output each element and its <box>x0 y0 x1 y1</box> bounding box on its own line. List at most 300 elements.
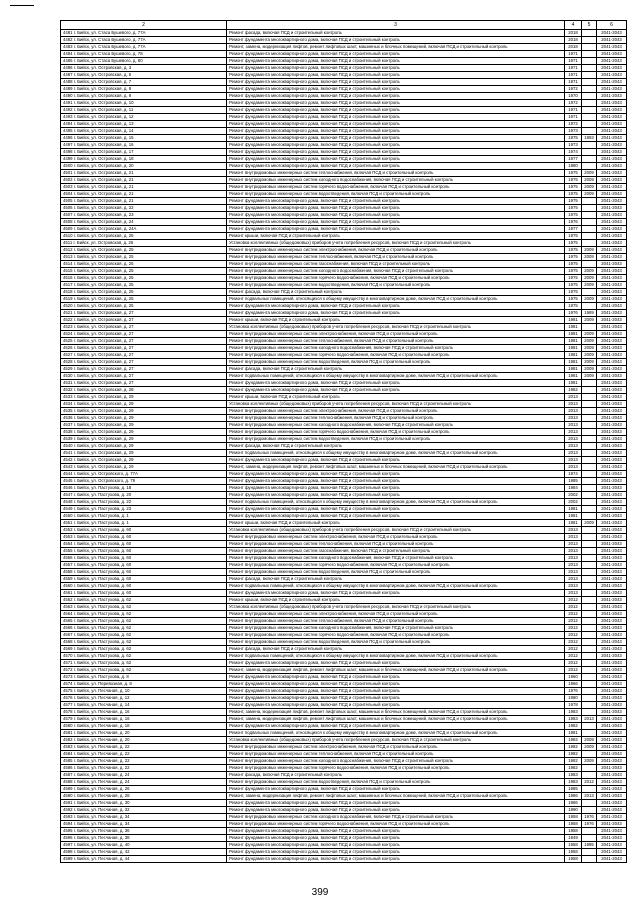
build-year-cell: 2018 <box>565 30 582 37</box>
last-repair-year-cell <box>582 156 597 163</box>
build-year-cell: 2013 <box>565 534 582 541</box>
work-type-cell: Ремонт фундамента многоквартирного дома, включая ПСД и строительный контроль <box>227 107 565 114</box>
row-number: 4532 <box>63 387 73 392</box>
row-number: 4489 <box>63 86 73 91</box>
address-text: г. Бийск, ул. Песчаная, д. 22 <box>73 744 130 749</box>
row-number: 4565 <box>63 618 73 623</box>
planned-period-cell: 2041-2043 <box>597 569 627 576</box>
address-text: г. Бийск, ул. Островская, д. 10 <box>73 100 134 105</box>
row-number: 4582 <box>63 737 73 742</box>
address-text: г. Бийск, ул. Островская, д. 25 <box>73 254 134 259</box>
last-repair-year-cell: 2009 <box>582 317 597 324</box>
address-text: г. Бийск, ул. Островская, д. 29 <box>73 443 134 448</box>
table-row <box>61 121 627 128</box>
last-repair-year-cell <box>582 646 597 653</box>
build-year-cell: 2018 <box>565 37 582 44</box>
planned-period-cell: 2041-2043 <box>597 520 627 527</box>
planned-period-cell: 2041-2043 <box>597 793 627 800</box>
build-year-cell: 1975 <box>565 177 582 184</box>
last-repair-year-cell: 2009 <box>582 737 597 744</box>
work-type-cell: Ремонт внутридомовых инженерных систем холодного водоснабжения, включая ПСД и строительный контроль <box>227 422 565 429</box>
work-type-cell: Установка коллективных (общедомовых) приборов учета потребления ресурсов, включая ПСД и строительный контроль <box>227 737 565 744</box>
build-year-cell: 1981 <box>565 366 582 373</box>
address-text: г. Бийск, ул. Стаса Бушевого, д. 80 <box>73 58 143 63</box>
address-text: г. Бийск, ул. Островская, д. 21 <box>73 170 134 175</box>
address-text: г. Бийск, ул. Песчаная, д. 14 <box>73 702 130 707</box>
build-year-cell: 2012 <box>565 625 582 632</box>
table-row <box>61 436 627 443</box>
address-cell <box>61 282 227 289</box>
address-cell <box>61 828 227 835</box>
table-row <box>61 772 627 779</box>
work-type-cell: Ремонт фундамента многоквартирного дома, включая ПСД и строительный контроль <box>227 471 565 478</box>
address-text: г. Бийск, ул. Островская, д. 27 <box>73 310 134 315</box>
row-number: 4553 <box>63 534 73 539</box>
address-cell <box>61 765 227 772</box>
row-number: 4495 <box>63 128 73 133</box>
address-text: г. Бийск, ул. Песчаная, д. 34 <box>73 821 130 826</box>
table-row <box>61 646 627 653</box>
address-text: г. Бийск, ул. Пастухова, д. 22 <box>73 499 132 504</box>
build-year-cell: 2012 <box>565 660 582 667</box>
address-cell <box>61 737 227 744</box>
address-cell <box>61 688 227 695</box>
address-text: г. Бийск, ул. Островская, д. 21 <box>73 191 134 196</box>
build-year-cell: 1971 <box>565 79 582 86</box>
table-row <box>61 65 627 72</box>
row-number: 4544 <box>63 471 73 476</box>
last-repair-year-cell: 2009 <box>582 191 597 198</box>
address-text: г. Бийск, ул. Песчаная, д. 22 <box>73 765 130 770</box>
row-number: 4481 <box>63 30 73 35</box>
build-year-cell: 1981 <box>565 324 582 331</box>
row-number: 4505 <box>63 198 73 203</box>
planned-period-cell: 2041-2043 <box>597 44 627 51</box>
last-repair-year-cell: 2009 <box>582 177 597 184</box>
table-row <box>61 450 627 457</box>
row-number: 4554 <box>63 541 73 546</box>
build-year-cell: 1975 <box>565 303 582 310</box>
planned-period-cell: 2041-2043 <box>597 716 627 723</box>
work-type-cell: Ремонт внутридомовых инженерных систем холодного водоснабжения, включая ПСД и строительный контроль <box>227 177 565 184</box>
page-number: 399 <box>311 887 329 898</box>
build-year-cell: 1971 <box>565 72 582 79</box>
address-text: г. Бийск, ул. Песчаная, д. 20 <box>73 737 130 742</box>
table-row <box>61 352 627 359</box>
work-type-cell: Ремонт, замена, модернизация лифтов, ремонт лифтовых шахт, машинных и блочных помещений, включая ПСД и строительный контроль <box>227 793 565 800</box>
row-number: 4594 <box>63 821 73 826</box>
row-number: 4534 <box>63 401 73 406</box>
build-year-cell: 1966 <box>565 681 582 688</box>
build-year-cell: 1975 <box>565 289 582 296</box>
last-repair-year-cell: 2013 <box>582 793 597 800</box>
address-text: г. Бийск, ул. Пастухова, д. 60 <box>73 590 132 595</box>
address-text: г. Бийск, ул. Песчаная, д. 18 <box>73 723 130 728</box>
table-row <box>61 625 627 632</box>
planned-period-cell: 2041-2043 <box>597 835 627 842</box>
build-year-cell: 1980 <box>565 695 582 702</box>
work-type-cell: Ремонт фундамента многоквартирного дома, включая ПСД и строительный контроль <box>227 849 565 856</box>
last-repair-year-cell: 1976 <box>582 814 597 821</box>
address-cell <box>61 611 227 618</box>
work-type-cell: Ремонт внутридомовых инженерных систем холодного водоснабжения, включая ПСД и строительный контроль <box>227 268 565 275</box>
row-number: 4597 <box>63 842 73 847</box>
address-cell <box>61 79 227 86</box>
row-number: 4503 <box>63 184 73 189</box>
table-row <box>61 555 627 562</box>
table-row <box>61 856 627 863</box>
build-year-cell: 1976 <box>565 310 582 317</box>
work-type-cell: Ремонт фасада, включая ПСД и строительный контроль <box>227 289 565 296</box>
last-repair-year-cell <box>582 548 597 555</box>
row-number: 4579 <box>63 716 73 721</box>
last-repair-year-cell <box>582 37 597 44</box>
planned-period-cell: 2041-2043 <box>597 611 627 618</box>
planned-period-cell: 2041-2043 <box>597 401 627 408</box>
planned-period-cell: 2041-2043 <box>597 233 627 240</box>
table-row <box>61 240 627 247</box>
table-row <box>61 457 627 464</box>
last-repair-year-cell <box>582 219 597 226</box>
planned-period-cell: 2041-2043 <box>597 121 627 128</box>
table-row <box>61 373 627 380</box>
last-repair-year-cell <box>582 772 597 779</box>
document-page <box>60 20 626 863</box>
row-number: 4562 <box>63 597 73 602</box>
address-cell <box>61 163 227 170</box>
last-repair-year-cell <box>582 513 597 520</box>
address-text: г. Бийск, ул. Островская, д. 7 <box>73 79 132 84</box>
table-row <box>61 30 627 37</box>
work-type-cell: Ремонт фундамента многоквартирного дома, включая ПСД и строительный контроль <box>227 828 565 835</box>
address-text: г. Бийск, ул. Перевозная, д. 8 <box>73 681 132 686</box>
row-number: 4525 <box>63 338 73 343</box>
row-number: 4511 <box>63 240 73 245</box>
address-text: г. Бийск, ул. Островская, д. 13 <box>73 121 134 126</box>
address-text: г. Бийск, ул. Островская, д. 22 <box>73 205 134 210</box>
work-type-cell: Ремонт подвальных помещений, относящихся к общему имуществу в многоквартирном доме, включая ПСД и строительный контроль <box>227 499 565 506</box>
address-cell <box>61 660 227 667</box>
build-year-cell: 2013 <box>565 436 582 443</box>
address-text: г. Бийск, ул. Островская, д. 17 <box>73 149 134 154</box>
planned-period-cell: 2041-2043 <box>597 65 627 72</box>
last-repair-year-cell <box>582 121 597 128</box>
work-type-cell: Ремонт фундамента многоквартирного дома, включая ПСД и строительный контроль <box>227 506 565 513</box>
address-cell <box>61 275 227 282</box>
planned-period-cell: 2041-2043 <box>597 226 627 233</box>
last-repair-year-cell: 2009 <box>582 359 597 366</box>
planned-period-cell: 2041-2043 <box>597 275 627 282</box>
row-number: 4592 <box>63 807 73 812</box>
last-repair-year-cell <box>582 660 597 667</box>
table-row <box>61 597 627 604</box>
planned-period-cell: 2041-2043 <box>597 282 627 289</box>
work-type-cell: Ремонт внутридомовых инженерных систем теплоснабжения, включая ПСД и строительный контроль <box>227 170 565 177</box>
work-type-cell: Ремонт фундамента многоквартирного дома, включая ПСД и строительный контроль <box>227 723 565 730</box>
row-number: 4512 <box>63 247 73 252</box>
address-text: г. Бийск, ул. Островская, д. 25 <box>73 289 134 294</box>
work-type-cell: Ремонт внутридомовых инженерных систем холодного водоснабжения, включая ПСД и строительный контроль <box>227 758 565 765</box>
address-text: г. Бийск, ул. Пастухова, д. 60 <box>73 548 132 553</box>
table-row <box>61 149 627 156</box>
planned-period-cell: 2041-2043 <box>597 191 627 198</box>
address-cell <box>61 800 227 807</box>
build-year-cell: 2013 <box>565 429 582 436</box>
planned-period-cell: 2041-2043 <box>597 394 627 401</box>
address-cell <box>61 401 227 408</box>
address-text: г. Бийск, ул. Пастухова, д. 60 <box>73 534 132 539</box>
planned-period-cell: 2041-2043 <box>597 506 627 513</box>
address-text: г. Бийск, ул. Песчаная, д. 20 <box>73 730 130 735</box>
build-year-cell: 1982 <box>565 758 582 765</box>
row-number: 4567 <box>63 632 73 637</box>
table-row <box>61 653 627 660</box>
last-repair-year-cell <box>582 674 597 681</box>
work-type-cell: Ремонт внутридомовых инженерных систем газоснабжения, включая ПСД и строительный контроль <box>227 261 565 268</box>
row-number: 4556 <box>63 555 73 560</box>
planned-period-cell: 2041-2043 <box>597 779 627 786</box>
build-year-cell: 1982 <box>565 751 582 758</box>
build-year-cell: 2013 <box>565 541 582 548</box>
planned-period-cell: 2041-2043 <box>597 688 627 695</box>
address-text: г. Бийск, ул. Островская, д. 15 <box>73 135 134 140</box>
last-repair-year-cell <box>582 51 597 58</box>
last-repair-year-cell <box>582 534 597 541</box>
build-year-cell: 1986 <box>565 793 582 800</box>
build-year-cell: 1971 <box>565 58 582 65</box>
row-number: 4485 <box>63 58 73 63</box>
row-number: 4543 <box>63 464 73 469</box>
table-row <box>61 723 627 730</box>
address-text: г. Бийск, ул. Островская, д. 14 <box>73 128 134 133</box>
table-row <box>61 793 627 800</box>
build-year-cell: 1970 <box>565 93 582 100</box>
table-row <box>61 660 627 667</box>
build-year-cell: 1990 <box>565 807 582 814</box>
address-cell <box>61 30 227 37</box>
planned-period-cell: 2041-2043 <box>597 156 627 163</box>
work-type-cell: Ремонт внутридомовых инженерных систем электроснабжения, включая ПСД и строительный контроль <box>227 744 565 751</box>
address-text: г. Бийск, ул. Песчаная, д. 22 <box>73 751 130 756</box>
address-cell <box>61 142 227 149</box>
address-text: г. Бийск, ул. Островская, д. 25 <box>73 247 134 252</box>
work-type-cell: Ремонт внутридомовых инженерных систем теплоснабжения, включая ПСД и строительный контроль <box>227 751 565 758</box>
row-number: 4490 <box>63 93 73 98</box>
work-type-cell: Ремонт внутридомовых инженерных систем водоотведения, включая ПСД и строительный контроль <box>227 191 565 198</box>
address-text: г. Бийск, ул. Песчаная, д. 40 <box>73 842 130 847</box>
row-number: 4598 <box>63 849 73 854</box>
table-row <box>61 751 627 758</box>
work-type-cell: Ремонт внутридомовых инженерных систем водоотведения, включая ПСД и строительный контроль <box>227 639 565 646</box>
row-number: 4526 <box>63 345 73 350</box>
planned-period-cell: 2041-2043 <box>597 800 627 807</box>
table-row <box>61 345 627 352</box>
planned-period-cell: 2041-2043 <box>597 107 627 114</box>
row-number: 4531 <box>63 380 73 385</box>
last-repair-year-cell <box>582 765 597 772</box>
address-cell <box>61 450 227 457</box>
last-repair-year-cell <box>582 422 597 429</box>
build-year-cell: 1958 <box>565 849 582 856</box>
build-year-cell: 1981 <box>565 338 582 345</box>
build-year-cell: 2013 <box>565 527 582 534</box>
address-cell <box>61 289 227 296</box>
build-year-cell: 1958 <box>565 856 582 863</box>
work-type-cell: Ремонт внутридомовых инженерных систем водоотведения, включая ПСД и строительный контроль <box>227 282 565 289</box>
work-type-cell: Ремонт фундамента многоквартирного дома, включая ПСД и строительный контроль <box>227 835 565 842</box>
build-year-cell: 1974 <box>565 471 582 478</box>
address-text: г. Бийск, ул. Пастухова, д. 18 <box>73 485 132 490</box>
table-row <box>61 58 627 65</box>
build-year-cell: 1981 <box>565 331 582 338</box>
address-cell <box>61 485 227 492</box>
address-text: г. Бийск, ул. Пастухова, д. 62 <box>73 646 132 651</box>
table-row <box>61 380 627 387</box>
table-row <box>61 282 627 289</box>
last-repair-year-cell <box>582 828 597 835</box>
address-text: г. Бийск, ул. Островская, д. 29 <box>73 429 134 434</box>
table-row <box>61 506 627 513</box>
last-repair-year-cell: 2009 <box>582 282 597 289</box>
planned-period-cell: 2041-2043 <box>597 184 627 191</box>
row-number: 4516 <box>63 275 73 280</box>
address-cell <box>61 408 227 415</box>
planned-period-cell: 2041-2043 <box>597 842 627 849</box>
planned-period-cell: 2041-2043 <box>597 464 627 471</box>
build-year-cell: 1981 <box>565 730 582 737</box>
table-row <box>61 44 627 51</box>
table-row <box>61 128 627 135</box>
last-repair-year-cell <box>582 30 597 37</box>
build-year-cell: 1975 <box>565 296 582 303</box>
row-number: 4599 <box>63 856 73 861</box>
table-row <box>61 576 627 583</box>
address-cell <box>61 786 227 793</box>
last-repair-year-cell <box>582 730 597 737</box>
last-repair-year-cell <box>582 541 597 548</box>
planned-period-cell: 2041-2043 <box>597 583 627 590</box>
last-repair-year-cell <box>582 86 597 93</box>
row-number: 4542 <box>63 457 73 462</box>
planned-period-cell: 2041-2043 <box>597 86 627 93</box>
planned-period-cell: 2041-2043 <box>597 352 627 359</box>
last-repair-year-cell <box>582 583 597 590</box>
address-text: г. Бийск, ул. Островская, д. 29 <box>73 457 134 462</box>
address-cell <box>61 44 227 51</box>
table-row <box>61 443 627 450</box>
address-text: г. Бийск, ул. Островская, д. 25 <box>73 282 134 287</box>
address-cell <box>61 107 227 114</box>
address-cell <box>61 541 227 548</box>
table-row <box>61 534 627 541</box>
work-type-cell: Ремонт фундамента многоквартирного дома, включая ПСД и строительный контроль <box>227 135 565 142</box>
last-repair-year-cell: 2013 <box>582 716 597 723</box>
address-text: г. Бийск, ул. Пастухова, д. 62 <box>73 604 132 609</box>
build-year-cell: 1971 <box>565 107 582 114</box>
build-year-cell: 1975 <box>565 191 582 198</box>
planned-period-cell: 2041-2043 <box>597 58 627 65</box>
row-number: 4540 <box>63 443 73 448</box>
planned-period-cell: 2041-2043 <box>597 128 627 135</box>
planned-period-cell: 2041-2043 <box>597 765 627 772</box>
address-cell <box>61 548 227 555</box>
work-type-cell: Ремонт фундамента многоквартирного дома, включая ПСД и строительный контроль <box>227 156 565 163</box>
build-year-cell: 1984 <box>565 485 582 492</box>
address-text: г. Бийск, ул. Островская, д. 24 <box>73 219 134 224</box>
row-number: 4536 <box>63 415 73 420</box>
address-cell <box>61 156 227 163</box>
address-cell <box>61 646 227 653</box>
address-cell <box>61 184 227 191</box>
build-year-cell: 2002 <box>565 499 582 506</box>
address-cell <box>61 310 227 317</box>
last-repair-year-cell: 2009 <box>582 268 597 275</box>
address-cell <box>61 842 227 849</box>
work-type-cell: Ремонт фундамента многоквартирного дома, включая ПСД и строительный контроль <box>227 149 565 156</box>
address-text: г. Бийск, ул. Островская, д. 29 <box>73 464 134 469</box>
table-row <box>61 758 627 765</box>
table-row <box>61 828 627 835</box>
table-row <box>61 72 627 79</box>
planned-period-cell: 2041-2043 <box>597 541 627 548</box>
address-text: г. Бийск, ул. Песчаная, д. 34 <box>73 814 130 819</box>
address-text: г. Бийск, ул. Островская, д. 16 <box>73 142 134 147</box>
build-year-cell: 1972 <box>565 100 582 107</box>
address-cell <box>61 618 227 625</box>
planned-period-cell: 2041-2043 <box>597 415 627 422</box>
work-type-cell: Ремонт фундамента многоквартирного дома, включая ПСД и строительный контроль <box>227 121 565 128</box>
work-type-cell: Ремонт внутридомовых инженерных систем горячего водоснабжения, включая ПСД и строительный контроль <box>227 352 565 359</box>
table-row <box>61 289 627 296</box>
last-repair-year-cell <box>582 240 597 247</box>
row-number: 4498 <box>63 149 73 154</box>
planned-period-cell: 2041-2043 <box>597 548 627 555</box>
table-row <box>61 569 627 576</box>
planned-period-cell: 2041-2043 <box>597 296 627 303</box>
row-number: 4533 <box>63 394 73 399</box>
work-type-cell: Ремонт внутридомовых инженерных систем электроснабжения, включая ПСД и строительный контроль <box>227 534 565 541</box>
row-number: 4574 <box>63 681 73 686</box>
work-type-cell: Ремонт фундамента многоквартирного дома, включая ПСД и строительный контроль <box>227 303 565 310</box>
address-cell <box>61 233 227 240</box>
row-number: 4509 <box>63 226 73 231</box>
table-row <box>61 639 627 646</box>
last-repair-year-cell <box>582 688 597 695</box>
last-repair-year-cell: 1995 <box>582 842 597 849</box>
address-text: г. Бийск, ул. Островская, д. 28 <box>73 387 134 392</box>
address-cell <box>61 324 227 331</box>
row-number: 4513 <box>63 254 73 259</box>
address-cell <box>61 583 227 590</box>
address-text: г. Бийск, ул. Пастухова, д. 62 <box>73 597 132 602</box>
top-rule <box>10 5 34 6</box>
address-cell <box>61 359 227 366</box>
work-type-cell: Ремонт внутридомовых инженерных систем холодного водоснабжения, включая ПСД и строительный контроль <box>227 814 565 821</box>
address-text: г. Бийск, ул. Островская, д. 25 <box>73 275 134 280</box>
last-repair-year-cell <box>582 58 597 65</box>
table-row <box>61 688 627 695</box>
last-repair-year-cell: 2009 <box>582 296 597 303</box>
address-text: г. Бийск, ул. Островская, д. 27 <box>73 373 134 378</box>
last-repair-year-cell: 2009 <box>582 275 597 282</box>
last-repair-year-cell <box>582 639 597 646</box>
table-row <box>61 254 627 261</box>
last-repair-year-cell <box>582 653 597 660</box>
build-year-cell: 1975 <box>565 135 582 142</box>
address-cell <box>61 72 227 79</box>
planned-period-cell: 2041-2043 <box>597 345 627 352</box>
build-year-cell: 2013 <box>565 576 582 583</box>
